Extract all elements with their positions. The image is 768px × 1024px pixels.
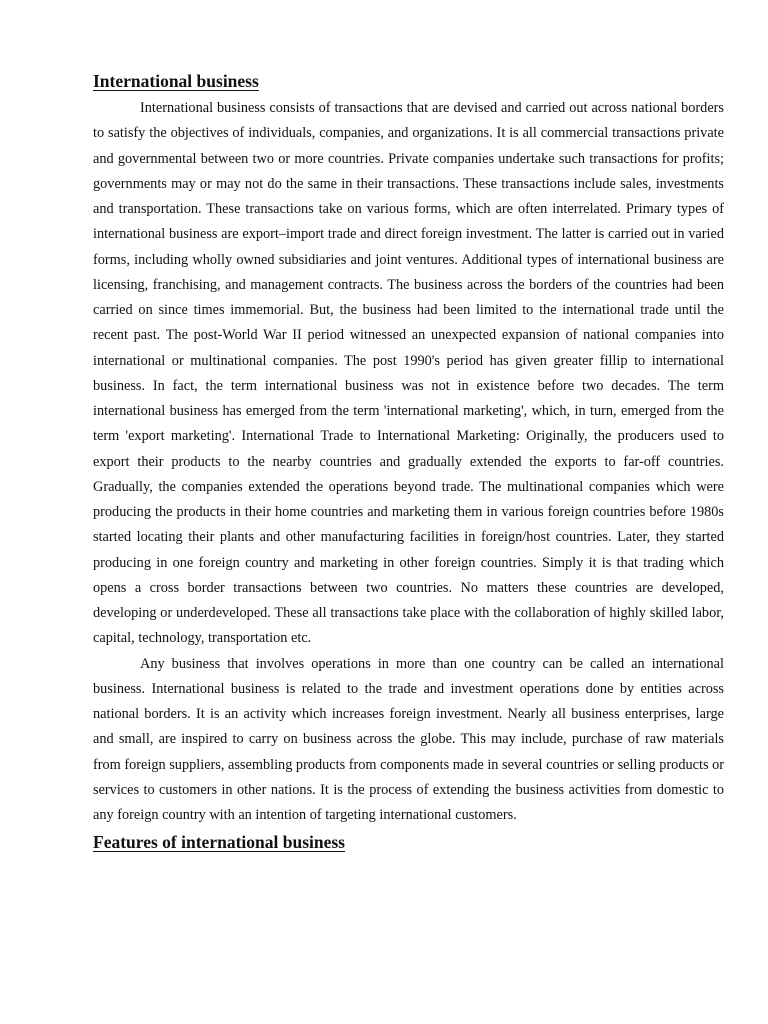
section-heading: International business xyxy=(93,71,259,91)
subsection-heading: Features of international business xyxy=(93,832,345,853)
paragraph-1: International business consists of transactions that are devised and carried out across national borders to satisfy the objectives of individuals, companies, and organizations. It is all commercial transactions private and governmental between two or more countries. Private companies undertake such transactions for profits; governments may or may not do the same in their transactions. These transactions include sales, investments and transportation. These transactions take on various forms, which are often interrelated. Primary types of international business are export–import trade and direct foreign investment. The latter is carried out in varied forms, including wholly owned subsidiaries and joint ventures. Additional types of international business are licensing, franchising, and management contracts. The business across the borders of the countries had been carried on since times immemorial. But, the business had been limited to the international trade until the recent past. The post-World War II period witnessed an unexpected expansion of national companies into international or multinational companies. The post 1990's period has given greater fillip to international business. In fact, the term international business was not in existence before two decades. The term international business has emerged from the term 'international marketing', which, in turn, emerged from the term 'export marketing'. International Trade to International Marketing: Originally, the producers used to export their products to the nearby countries and gradually extended the exports to far-off countries. Gradually, the companies extended the operations beyond trade. The multinational companies which were producing the products in their home countries and marketing them in various foreign countries before 1980s started locating their plants and other manufacturing facilities in foreign/host countries. Later, they started producing in one foreign country and marketing in other foreign countries. Simply it is that trading which opens a cross border transactions between two countries. No matters these countries are developed, developing or underdeveloped. These all transactions take place with the collaboration of highly skilled labor, capital, technology, transportation etc. xyxy=(93,100,724,647)
document-body xyxy=(93,66,724,856)
paragraph-2: Any business that involves operations in more than one country can be called an international business. International business is related to the trade and investment operations done by entities across national borders. It is an activity which increases foreign investment. Nearly all business enterprises, large and small, are inspired to carry on business across the globe. This may include, purchase of raw materials from foreign suppliers, assembling products from components made in several countries or selling products or services to customers in other nations. It is the process of extending the business activities from domestic to any foreign country with an intention of targeting international customers. xyxy=(93,655,724,823)
